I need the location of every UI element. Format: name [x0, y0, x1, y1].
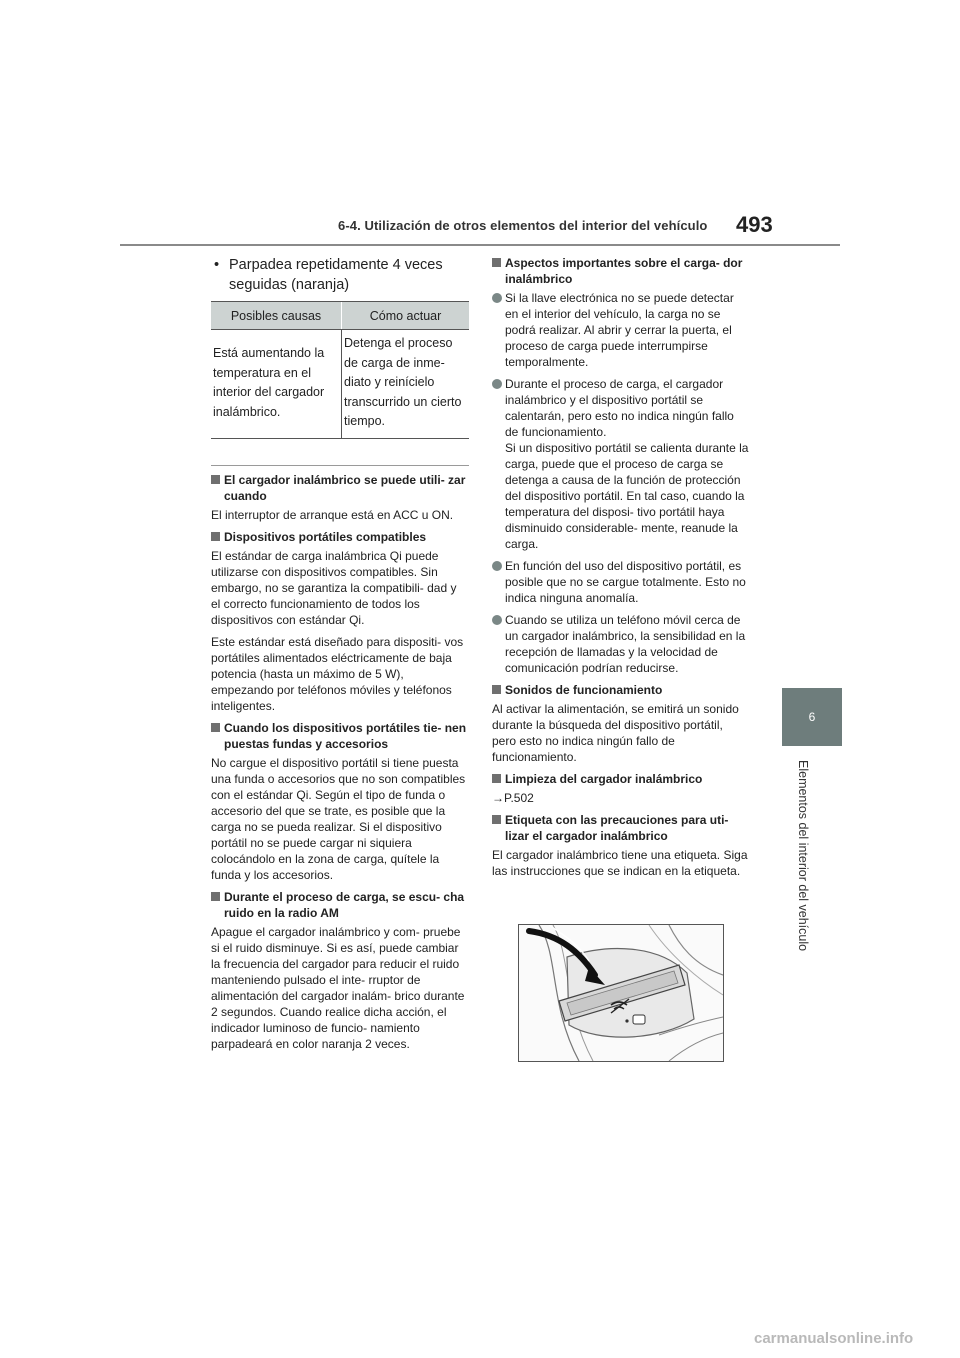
list-item: Durante el proceso de carga, el cargador inalámbrico y el dispositivo portátil se calentarán, pero esto no indica ningún fallo de funcionamiento. Si un dispositivo portátil se calienta durante la carga, puede que el proceso de carga se detenga a causa de la función de protección del dispositivo portátil. En tal caso, cuando la temperatura del disposi- tivo portátil haya disminuido considerable- mente, reanude la carga. [492, 376, 750, 552]
page-number: 493 [736, 212, 773, 237]
list-item: Si la llave electrónica no se puede detectar en el interior del vehículo, la carga no se podrá realizar. Al abrir y cerrar la puerta, el proceso de carga puede interrumpirse temporalmente. [492, 290, 750, 370]
paragraph: Este estándar está diseñado para dispositi- vos portátiles alimentados eléctricamente de baja potencia (hasta un máximo de 5 W), empezando por teléfonos móviles y teléfonos inteligentes. [211, 634, 464, 713]
list-item: Cuando se utiliza un teléfono móvil cerca de un cargador inalámbrico, la sensibilidad en la recepción de llamadas y la velocidad de comunicación podrían reducirse. [492, 612, 750, 676]
page-reference-link[interactable]: →P.502 [492, 791, 534, 805]
section-heading: Durante el proceso de carga, se escu- cha ruido en la radio AM [211, 889, 469, 921]
causes-table [211, 301, 469, 439]
chapter-tab: 6 [782, 688, 842, 746]
table-header-action: Cómo actuar [342, 302, 470, 330]
charger-illustration-svg [519, 925, 723, 1061]
round-bullet-icon [492, 561, 502, 571]
chapter-title-vertical: Elementos del interior del vehículo [796, 760, 810, 952]
paragraph: El cargador inalámbrico tiene una etiqueta. Siga las instrucciones que se indican en la etiqueta. [492, 848, 748, 878]
paragraph: Apague el cargador inalámbrico y com- pruebe si el ruido disminuye. Si es así, puede cambiar la frecuencia del cargador para reducir el ruido manteniendo pulsado el inte- rruptor de alimentación del cargador inalám- brico durante 2 segundos. Cuando realice dicha acción, el indicador luminoso de funcio- namiento parpadeará en color naranja 2 veces. [211, 924, 465, 1051]
paragraph: El estándar de carga inalámbrica Qi puede utilizarse con dispositivos compatibles. Sin embargo, no se garantiza la compatibili- dad y el correcto funcionamiento de todos los dispositivos con estándar Qi. [211, 548, 457, 627]
header-title: 6-4. Utilización de otros elementos del interior del vehículo [338, 218, 708, 233]
bullet-marker: • [214, 257, 220, 273]
square-bullet-icon [211, 475, 220, 484]
watermark: carmanualsonline.info [754, 1330, 914, 1347]
left-column [211, 255, 469, 1058]
section-heading: El cargador inalámbrico se puede utili- zar cuando [211, 472, 469, 504]
header-rule [120, 244, 840, 246]
table-row [211, 330, 469, 439]
section-heading: Dispositivos portátiles compatibles [211, 529, 469, 545]
section-heading: Etiqueta con las precauciones para uti- lizar el cargador inalámbrico [492, 812, 750, 844]
lead-bullet-item [211, 255, 469, 295]
square-bullet-icon [492, 258, 501, 267]
round-bullet-icon [492, 615, 502, 625]
table-cell-action: Detenga el proceso de carga de inme- diato y reinícielo transcurrido un cierto tiempo. [342, 330, 470, 439]
round-bullet-icon [492, 379, 502, 389]
section-divider [211, 439, 469, 466]
lead-text: Parpadea repetidamente 4 veces seguidas (naranja) [229, 257, 443, 293]
wireless-charger-label-illustration [518, 924, 724, 1062]
right-column [492, 255, 750, 885]
paragraph: El interruptor de arranque está en ACC u ON. [211, 507, 454, 522]
table-header-causes: Posibles causas [211, 302, 342, 330]
square-bullet-icon [211, 723, 220, 732]
table-cell-cause: Está aumentando la temperatura en el interior del cargador inalámbrico. [211, 330, 342, 439]
section-heading: Sonidos de funcionamiento [492, 682, 750, 698]
paragraph: Al activar la alimentación, se emitirá un sonido durante la búsqueda del dispositivo portátil, pero esto no indica ningún fallo de funcionamiento. [492, 702, 739, 764]
section-heading: Limpieza del cargador inalámbrico [492, 771, 750, 787]
section-heading: Aspectos importantes sobre el carga- dor inalámbrico [492, 255, 750, 287]
list-item: En función del uso del dispositivo portátil, es posible que no se cargue totalmente. Esto no indica ninguna anomalía. [492, 558, 750, 606]
square-bullet-icon [492, 815, 501, 824]
paragraph: No cargue el dispositivo portátil si tiene puesta una funda o accesorios que no son compatibles con el estándar Qi. Según el tipo de funda o accesorio del que se trate, es posible que la carga no se pueda realizar. Si el dispositivo portátil no se puede cargar ni siquiera colocándolo en la zona de carga, quítele la funda y los accesorios. [211, 755, 466, 882]
square-bullet-icon [492, 774, 501, 783]
square-bullet-icon [211, 892, 220, 901]
round-bullet-icon [492, 293, 502, 303]
square-bullet-icon [492, 685, 501, 694]
square-bullet-icon [211, 532, 220, 541]
section-heading: Cuando los dispositivos portátiles tie- nen puestas fundas y accesorios [211, 720, 469, 752]
table-header-row [211, 302, 469, 330]
